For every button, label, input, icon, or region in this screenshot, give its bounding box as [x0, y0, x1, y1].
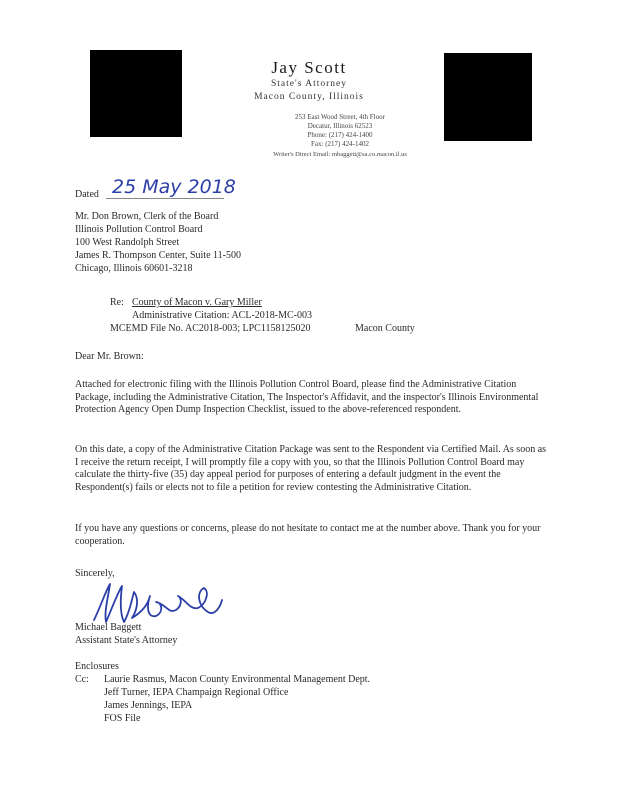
- date-underline: [106, 198, 224, 199]
- enclosures-label: Enclosures: [75, 661, 119, 672]
- recipient-address: [75, 210, 241, 275]
- cc-entry: FOS File: [104, 713, 141, 724]
- recipient-line: Chicago, Illinois 60601-3218: [75, 263, 193, 274]
- county-name: Macon County, Illinois: [254, 92, 364, 102]
- cc-entry: James Jennings, IEPA: [104, 700, 193, 711]
- office-address: 253 East Wood Street, 4th Floor: [295, 113, 385, 121]
- recipient-line: Mr. Don Brown, Clerk of the Board: [75, 211, 219, 222]
- body-paragraph: Attached for electronic filing with the Illinois Pollution Control Board, please find the Administrative Citation Package, including the Administrative Citation, The Inspector's Affidavit, and the inspector's Illinois Environmental Protection Agency Open Dump Inspection Checklist, issued to the above-referenced respondent.: [75, 379, 539, 415]
- date-label: Dated: [75, 189, 99, 200]
- closing: Sincerely,: [75, 568, 115, 579]
- writer-email: Writer's Direct Email: mbaggett@sa.co.macon.il.us: [273, 151, 407, 158]
- body-paragraph: If you have any questions or concerns, please do not hesitate to contact me at the number above. Thank you for your cooperation.: [75, 523, 541, 547]
- recipient-line: 100 West Randolph Street: [75, 237, 180, 248]
- signer-name: Michael Baggett: [75, 622, 142, 633]
- handwritten-date: 25 May 2018: [112, 176, 236, 198]
- cc-entry: Laurie Rasmus, Macon County Environmental Management Dept.: [104, 674, 371, 685]
- signer-title: Assistant State's Attorney: [75, 635, 178, 646]
- citation-number: Administrative Citation: ACL-2018-MC-003: [132, 310, 312, 321]
- re-county: Macon County: [355, 323, 415, 334]
- cc-entry: Jeff Turner, IEPA Champaign Regional Office: [104, 687, 289, 698]
- office-phone: Phone: (217) 424-1400: [307, 131, 373, 139]
- case-name: County of Macon v. Gary Miller: [132, 297, 262, 308]
- salutation: Dear Mr. Brown:: [75, 351, 144, 362]
- recipient-line: Illinois Pollution Control Board: [75, 224, 203, 235]
- attorney-name: Jay Scott: [271, 58, 347, 77]
- cc-label: Cc:: [75, 674, 89, 685]
- body-paragraph: On this date, a copy of the Administrative Citation Package was sent to the Respondent via Certified Mail. As soon as I receive the return receipt, I will promptly file a copy with you, so that the Illinois Pollution Control Board may calculate the thirty-five (35) day appeal period for purposes of entering a default judgment in the event the Respondent(s) fails or elects not to file a petition for review contesting the Administrative Citation.: [75, 444, 547, 493]
- re-block: [132, 296, 312, 322]
- attorney-title: State's Attorney: [270, 79, 348, 89]
- office-city: Decatur, Illinois 62523: [307, 122, 373, 130]
- file-number: MCEMD File No. AC2018-003; LPC1158125020: [110, 323, 311, 334]
- office-fax: Fax: (217) 424-1402: [311, 140, 369, 148]
- re-label: Re:: [110, 297, 124, 308]
- recipient-line: James R. Thompson Center, Suite 11-500: [75, 250, 241, 261]
- cc-list: [104, 673, 370, 725]
